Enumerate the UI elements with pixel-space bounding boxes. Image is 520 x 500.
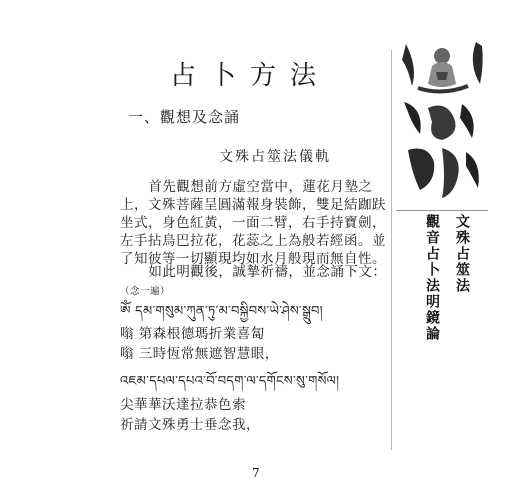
calligraphy-deity-illustration — [398, 38, 486, 206]
page-title: 占卜方法 — [169, 61, 330, 91]
visualization-paragraph: 首先觀想前方虛空當中，蓮花月墊之上，文殊菩薩呈圓滿報身裝飾，雙足結跏趺坐式，身色紅黃，一面二臂，右手持寶劍，左手拈烏巴拉花，花蕊之上為般若經函。並了知彼等一切顯現均如水月般現而無自性。 — [120, 179, 386, 267]
recitation-note: （念一遍） — [120, 286, 171, 297]
mantra-line-2: 嗡 三時恆常無遮智慧眼， — [120, 346, 279, 362]
page-number: 7 — [252, 466, 260, 480]
mantra-line-3: 尖華華沃達拉恭色索 — [120, 397, 246, 413]
recitation-text: 如此明觀後，誠摯祈禱，並念誦下文： — [148, 264, 387, 280]
side-tab-chapter-title: 觀音占卜法明鏡論 — [424, 214, 440, 342]
tibetan-verse-1: ཨོཾ དམ་གསུམ་ཀུན་ཏུ་མ་བསྐྱིབས་ཡེ་ཤེས་སྒྲུབ། — [120, 304, 323, 319]
side-tab-separator — [396, 210, 488, 211]
side-tab-divider — [391, 50, 392, 450]
side-tab-book-title: 文殊占筮法 — [454, 214, 470, 294]
mantra-line-4: 祈請文殊勇士垂念我， — [120, 417, 260, 433]
section-heading: 一、觀想及念誦 — [128, 108, 241, 126]
ritual-subtitle: 文殊占筮法儀軌 — [219, 149, 331, 165]
tibetan-verse-2: འཇམ་དཔལ་དཔའ་བོ་བདག་ལ་དགོངས་སུ་གསོལ། — [120, 374, 340, 389]
mantra-line-1: 嗡 第森根德瑪折業喜匐 — [120, 326, 265, 342]
